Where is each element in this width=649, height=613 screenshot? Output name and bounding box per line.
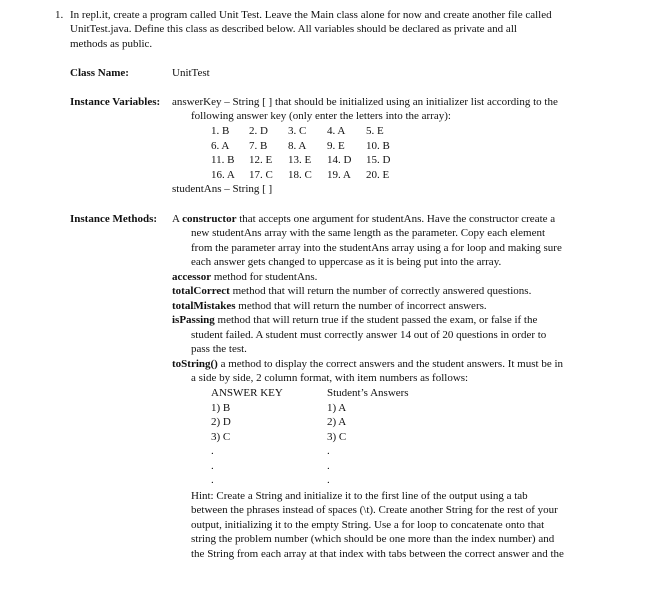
answer-key-line-1: answerKey – String [ ] that should be initialized using an initializer list according to the [172,96,558,108]
answer-key-header: ANSWER KEY [211,387,283,399]
accessor-text: method for studentAns. [211,271,318,283]
output-key-cell: 2) D [211,416,231,428]
answer-key-line-2: following answer key (only enter the letters into the array): [191,110,451,122]
class-name-label: Class Name: [70,67,129,79]
to-string-method [172,357,563,371]
instance-methods-label: Instance Methods: [70,213,158,225]
answer-key-cell: 20. E [366,169,390,181]
is-passing-line-2: student failed. A student must correctly answer 14 out of 20 questions in order to [191,329,547,341]
is-passing-line-3: pass the test. [191,343,247,355]
answer-key-cell: 2. D [249,125,268,137]
accessor-method [172,270,317,284]
ellipsis-dot: . [211,474,214,486]
answer-key-cell: 4. A [327,125,346,137]
answer-key-cell: 11. B [211,154,235,166]
output-key-cell: 3) C [211,431,231,443]
answer-key-cell: 5. E [366,125,384,137]
is-passing-term: isPassing [172,314,215,326]
to-string-term: toString() [172,358,218,370]
answer-key-cell: 1. B [211,125,230,137]
intro-line-3: methods as public. [70,38,153,50]
hint-line-5: the String from each array at that index with tabs between the correct answer and the [191,548,564,560]
hint-line-4: string the problem number (which should be one more than the index number) and [191,533,555,545]
answer-key-cell: 3. C [288,125,307,137]
answer-key-cell: 9. E [327,140,345,152]
answer-key-cell: 14. D [327,154,352,166]
total-correct-text: method that will return the number of correctly answered questions. [229,285,532,297]
output-student-cell: 2) A [327,416,347,428]
accessor-term: accessor [172,271,212,283]
student-ans-variable: studentAns – String [ ] [172,183,273,195]
total-correct-method [172,284,531,298]
constructor-term: constructor [182,213,237,225]
answer-key-cell: 12. E [249,154,273,166]
constructor-line-1 [172,212,555,226]
total-correct-term: totalCorrect [172,285,230,297]
answer-key-cell: 19. A [327,169,351,181]
intro-line-2: UnitTest.java. Define this class as described below. All variables should be declared as private and all [70,23,517,35]
constructor-prefix: A [172,213,183,225]
answer-key-cell: 6. A [211,140,230,152]
is-passing-method [172,313,537,327]
ellipsis-dot: . [327,460,330,472]
answer-key-cell: 16. A [211,169,235,181]
is-passing-text: method that will return true if the student passed the exam, or false if the [214,314,538,326]
output-student-cell: 3) C [327,431,347,443]
ellipsis-dot: . [327,474,330,486]
ellipsis-dot: . [327,445,330,457]
answer-key-cell: 8. A [288,140,307,152]
intro-line-1: In repl.it, create a program called Unit Test. Leave the Main class alone for now and create another file called [70,9,552,21]
output-student-cell: 1) A [327,402,347,414]
answer-key-cell: 15. D [366,154,391,166]
class-name-value: UnitTest [172,67,210,79]
answer-key-cell: 17. C [249,169,273,181]
total-mistakes-term: totalMistakes [172,300,236,312]
answer-key-cell: 10. B [366,140,390,152]
total-mistakes-text: method that will return the number of incorrect answers. [235,300,487,312]
constructor-text: that accepts one argument for studentAns. Have the constructor create a [236,213,556,225]
answer-key-cell: 18. C [288,169,312,181]
total-mistakes-method [172,299,487,313]
constructor-line-2: new studentAns array with the same length as the parameter. Copy each element [191,227,546,239]
instance-variables-label: Instance Variables: [70,96,161,108]
constructor-line-3: from the parameter array into the studentAns array using a for loop and making sure [191,242,562,254]
to-string-line-2: a side by side, 2 column format, with item numbers as follows: [191,372,469,384]
hint-line-2: between the phrases instead of spaces (\t). Create another String for the rest of your [191,504,558,516]
item-number: 1. [55,9,64,21]
student-answers-header: Student’s Answers [327,387,409,399]
hint-line-3: output, initializing it to the empty String. Use a for loop to concatenate onto that [191,519,545,531]
to-string-text: a method to display the correct answers and the student answers. It must be in [217,358,564,370]
output-key-cell: 1) B [211,402,231,414]
answer-key-cell: 7. B [249,140,268,152]
ellipsis-dot: . [211,445,214,457]
ellipsis-dot: . [211,460,214,472]
constructor-line-4: each answer gets changed to uppercase as it is being put into the array. [191,256,502,268]
answer-key-cell: 13. E [288,154,312,166]
hint-line-1: Hint: Create a String and initialize it to the first line of the output using a tab [191,490,528,502]
